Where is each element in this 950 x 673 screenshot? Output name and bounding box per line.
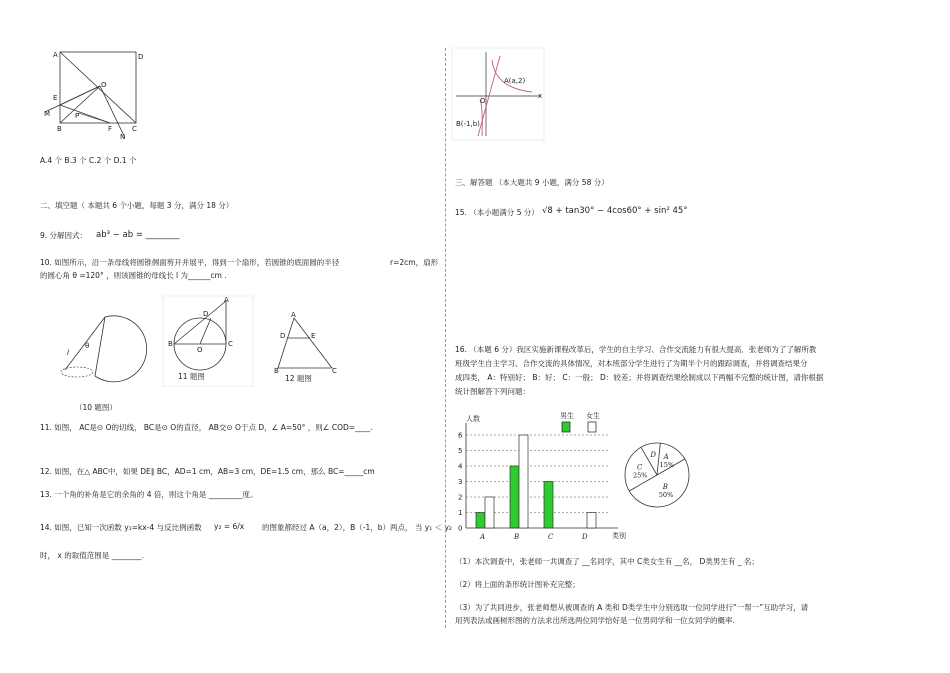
column-divider [445, 48, 446, 628]
y-axis-label: 人数 [466, 415, 480, 423]
question-15: 15. （本小题满分 5 分） [455, 208, 539, 217]
y-tick-label: 3 [458, 478, 463, 486]
label-P: P [75, 112, 80, 120]
label-O: O [101, 81, 107, 89]
question-16-line1: 16. （本题 6 分）我区实施新课程改革后，学生的自主学习、合作交流能力有很大提高．张老师为了了解所教 [455, 345, 817, 354]
pie-slice-label-D: D [650, 450, 656, 459]
pie-slice-label-A: A [663, 453, 669, 462]
bar-A-male [476, 513, 485, 529]
label-theta: θ [85, 342, 90, 350]
question-16-sub3: （3）为了共同进步，张老师想从被调查的 A 类和 D类学生中分别选取一位同学进行“一帮一”互助学习，请 [455, 603, 809, 612]
legend-swatch [588, 422, 596, 432]
x-tick-label: C [548, 533, 554, 541]
x-tick-label: A [480, 533, 486, 541]
question-16-line2: 班级学生自主学习、合作交流的具体情况，对本班部分学生进行了为期半个月的跟踪调查，并将调查结果分 [455, 359, 808, 368]
label-A: A [291, 311, 296, 319]
x-tick-label: B [514, 533, 520, 541]
label-O: O [480, 97, 486, 105]
section-2-title: 二、填空题（ 本题共 6 个小题，每题 3 分，满分 18 分） [40, 201, 234, 210]
label-D: D [203, 310, 209, 318]
question-16-line3: 成四类， A：特别好； B：好； C：一般； D：较差；并将调查结果绘制成以下两幅不完整的统计图，请你根据 [455, 373, 824, 382]
figure-10-cone-sector [55, 310, 135, 385]
legend-swatch [562, 422, 570, 432]
label-B: B [168, 340, 173, 348]
question-14-function: y₂ = 6/x [214, 522, 245, 531]
x-tick-label: D [582, 533, 588, 541]
pie-slice-label-B: B [662, 483, 668, 492]
bar-chart [452, 412, 624, 542]
y-tick-label: 0 [458, 524, 463, 533]
label-C: C [228, 340, 233, 348]
label-l: l [67, 349, 69, 357]
label-x: x [538, 92, 543, 100]
label-O: O [197, 346, 203, 354]
label-A: A [224, 296, 229, 304]
label-C: C [332, 367, 337, 375]
y-tick-label: 6 [458, 431, 463, 440]
label-B: B [274, 367, 279, 375]
square-geometry-figure [40, 48, 150, 143]
question-14-part1: 14. 如图，已知一次函数 y₁=kx-4 与反比例函数 [40, 523, 202, 532]
label-D: D [280, 332, 286, 340]
pie-chart [622, 440, 692, 510]
figure-10-caption: （10 题图） [75, 403, 117, 412]
question-16-line4: 统计图解答下列问题： [455, 387, 530, 396]
label-F: F [108, 125, 113, 133]
bar-C-male [544, 482, 553, 529]
label-A: A [53, 51, 58, 59]
question-16-sub2: （2）将上面的条形统计图补充完整； [455, 580, 580, 589]
bar-B-female [519, 435, 528, 528]
figure-14-graph [452, 48, 544, 140]
figure-12-triangle [272, 310, 342, 375]
pie-slice-label-C: C [636, 463, 643, 472]
label-C: C [132, 125, 137, 133]
bar-A-female [485, 497, 494, 528]
bar-B-male [510, 466, 519, 528]
question-11: 11. 如图， AC是⊙ O的切线， BC是⊙ O的直径， AB交⊙ O于点 D，∠ A=50° ，则∠ COD=____. [40, 423, 373, 432]
question-16-sub1: （1）本次调查中，张老师一共调查了 __名同学，其中 C类女生有 __名， D类男生有 _ 名； [455, 557, 759, 566]
figure-11-caption: 11 题图 [178, 372, 205, 381]
label-A: A(a,2) [504, 77, 526, 85]
pie-percent-label-C: 25% [632, 471, 648, 480]
question-10-radius: r=2cm，扇形 [390, 258, 439, 267]
y-tick-label: 5 [458, 447, 463, 455]
figure-12-caption: 12 题图 [285, 374, 312, 383]
legend-label: 女生 [586, 412, 600, 420]
question-14-part2: 的图象都经过 A（a，2），B（-1，b）两点， 当 y₁ ＜ y₂ [262, 523, 452, 532]
figure-11-circle [163, 296, 253, 386]
y-tick-label: 2 [458, 493, 463, 502]
question-10-line2: 的圆心角 θ =120° ，则该圆锥的母线长 l 为______cm . [40, 271, 227, 280]
question-14-part3: 时， x 的取值范围是 ________. [40, 551, 144, 560]
label-N: N [120, 133, 126, 141]
legend-label: 男生 [560, 412, 574, 420]
question-13: 13. 一个角的补角是它的余角的 4 倍，则这个角是 _________度。 [40, 490, 258, 499]
label-E: E [311, 332, 316, 340]
label-B: B [57, 125, 62, 133]
question-16-sub4: 用列表法或画树形图的方法求出所选两位同学恰好是一位男同学和一位女同学的概率. [455, 616, 735, 625]
label-M: M [44, 110, 51, 118]
y-tick-label: 1 [458, 509, 463, 517]
label-B: B(-1,b) [456, 120, 480, 128]
question-15-expression: √8 + tan30° − 4cos60° + sin² 45° [542, 206, 688, 216]
bar-D-female [587, 513, 596, 529]
question-12: 12. 如图，在△ ABC中，如果 DE∥ BC，AD=1 cm，AB=3 cm，DE=1.5 cm，那么 BC=_____cm [40, 467, 375, 476]
pie-percent-label-B: 50% [658, 491, 674, 500]
multiple-choice-options: A.4 个 B.3 个 C.2 个 D.1 个 [40, 156, 137, 165]
x-axis-label: 类别 [612, 532, 626, 540]
question-9-expression: ab³ − ab = ________ [96, 230, 180, 240]
pie-percent-label-A: 15% [659, 461, 675, 470]
label-E: E [53, 94, 58, 102]
question-10-line1: 10. 如图所示，沿一条母线将圆锥侧面剪开并展平，得到一个扇形，若圆锥的底面圆的半径 [40, 258, 340, 267]
section-3-title: 三、解答题 （本大题共 9 小题，满分 58 分） [455, 178, 609, 187]
label-D: D [138, 53, 144, 61]
question-9: 9. 分解因式： [40, 231, 88, 240]
y-tick-label: 4 [458, 462, 463, 471]
